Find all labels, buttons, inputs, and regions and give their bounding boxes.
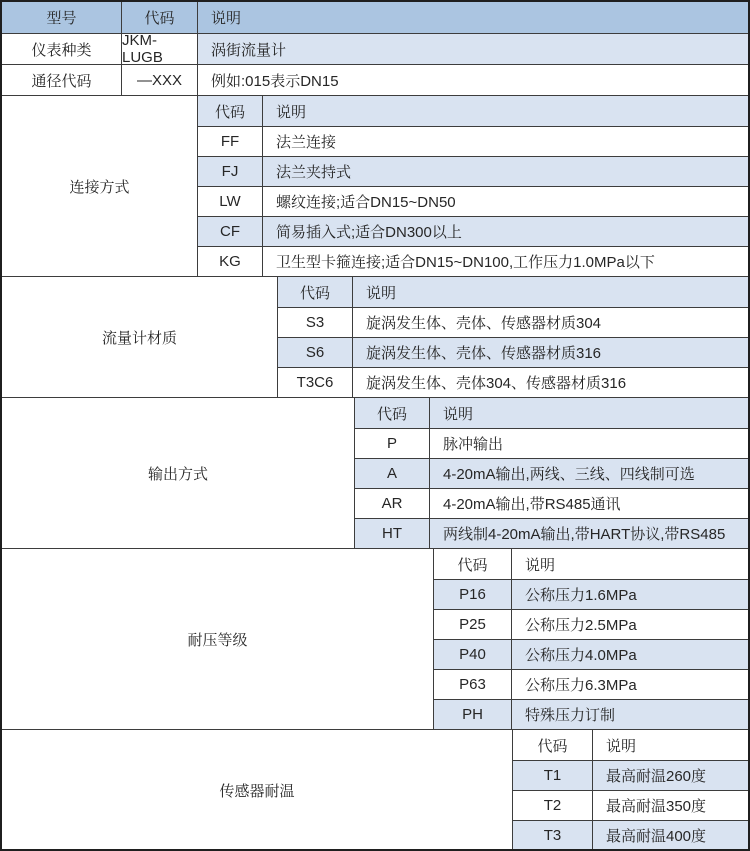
- row-code: —XXX: [122, 65, 198, 95]
- subheader-desc: 说明: [443, 405, 474, 423]
- subtable-header-row: [355, 398, 748, 428]
- row-desc: 法兰夹持式: [276, 164, 352, 181]
- section-subtable: [434, 549, 748, 729]
- row-code: HT: [355, 519, 430, 548]
- header-cell-code: 代码: [122, 2, 198, 33]
- row-code: P63: [434, 670, 512, 699]
- row-label: 仪表种类: [2, 34, 122, 64]
- row-desc: 卫生型卡箍连接;适合DN15~DN100,工作压力1.0MPa以下: [276, 254, 655, 271]
- row-code: T1: [513, 761, 593, 790]
- row-label: 通径代码: [2, 65, 122, 95]
- table-row: [355, 518, 748, 548]
- row-code: CF: [198, 217, 263, 246]
- table-row-diameter-code: [2, 64, 748, 95]
- table-row: [278, 337, 748, 367]
- section-meter-material: [2, 276, 748, 397]
- row-code: JKM-LUGB: [122, 34, 198, 64]
- subheader-desc: 说明: [606, 737, 637, 755]
- table-row: [198, 246, 748, 276]
- row-desc: 最高耐温260度: [606, 768, 707, 785]
- row-code: PH: [434, 700, 512, 729]
- section-subtable: [198, 96, 748, 276]
- section-label: 输出方式: [2, 398, 355, 548]
- section-sensor-temperature: [2, 729, 748, 850]
- row-desc: 两线制4-20mA输出,带HART协议,带RS485: [443, 526, 726, 543]
- row-code: FJ: [198, 157, 263, 186]
- row-desc: 特殊压力订制: [525, 707, 616, 724]
- header-cell-desc: 说明: [211, 10, 242, 27]
- table-row: [198, 126, 748, 156]
- row-desc: 4-20mA输出,带RS485通讯: [443, 496, 621, 513]
- row-desc: 最高耐温350度: [606, 798, 707, 815]
- row-code: S3: [278, 308, 353, 337]
- row-code: P40: [434, 640, 512, 669]
- subtable-header-row: [513, 730, 748, 760]
- table-row: [198, 216, 748, 246]
- row-code: P: [355, 429, 430, 458]
- subtable-header-row: [278, 277, 748, 307]
- table-row: [434, 609, 748, 639]
- row-code: P16: [434, 580, 512, 609]
- header-cell-model: 型号: [2, 2, 122, 33]
- table-row: [278, 307, 748, 337]
- row-desc: 例如:015表示DN15: [211, 72, 339, 90]
- row-desc: 4-20mA输出,两线、三线、四线制可选: [443, 466, 695, 483]
- subtable-header-row: [434, 549, 748, 579]
- row-code: P25: [434, 610, 512, 639]
- section-label: 流量计材质: [2, 277, 278, 397]
- table-row: [513, 760, 748, 790]
- row-desc: 旋涡发生体、壳体、传感器材质304: [366, 315, 602, 332]
- subheader-desc: 说明: [276, 103, 307, 121]
- section-label: 耐压等级: [2, 549, 434, 729]
- table-row: [355, 488, 748, 518]
- row-code: S6: [278, 338, 353, 367]
- section-label: 传感器耐温: [2, 730, 513, 850]
- table-row: [355, 458, 748, 488]
- row-code: T2: [513, 791, 593, 820]
- table-row: [278, 367, 748, 397]
- row-code: T3: [513, 821, 593, 850]
- subheader-code: 代码: [198, 96, 263, 126]
- table-row: [434, 669, 748, 699]
- table-header-row: [2, 2, 748, 33]
- row-desc: 公称压力2.5MPa: [525, 617, 637, 634]
- row-desc: 最高耐温400度: [606, 828, 707, 845]
- section-subtable: [278, 277, 748, 397]
- row-code: KG: [198, 247, 263, 276]
- row-desc: 法兰连接: [276, 134, 337, 151]
- table-row-instrument-type: [2, 33, 748, 64]
- table-row: [198, 186, 748, 216]
- table-row: [198, 156, 748, 186]
- subheader-code: 代码: [355, 398, 430, 428]
- table-row: [513, 820, 748, 850]
- row-desc: 公称压力4.0MPa: [525, 647, 637, 664]
- row-desc: 脉冲输出: [443, 436, 504, 453]
- subtable-header-row: [198, 96, 748, 126]
- section-subtable: [355, 398, 748, 548]
- section-output-mode: [2, 397, 748, 548]
- subheader-desc: 说明: [366, 284, 397, 302]
- section-label: 连接方式: [2, 96, 198, 276]
- row-desc: 旋涡发生体、壳体、传感器材质316: [366, 345, 602, 362]
- row-desc: 涡街流量计: [198, 34, 748, 64]
- row-desc: 公称压力1.6MPa: [525, 587, 637, 604]
- table-row: [513, 790, 748, 820]
- row-code: LW: [198, 187, 263, 216]
- subheader-code: 代码: [513, 730, 593, 760]
- row-code: FF: [198, 127, 263, 156]
- section-connection-type: [2, 95, 748, 276]
- section-subtable: [513, 730, 748, 850]
- row-desc: 简易插入式;适合DN300以上: [276, 224, 462, 241]
- subheader-code: 代码: [278, 277, 353, 307]
- row-desc: 公称压力6.3MPa: [525, 677, 637, 694]
- row-code: T3C6: [278, 368, 353, 397]
- table-row: [355, 428, 748, 458]
- table-row: [434, 639, 748, 669]
- row-desc: 螺纹连接;适合DN15~DN50: [276, 194, 456, 211]
- subheader-desc: 说明: [525, 556, 556, 574]
- table-row: [434, 699, 748, 729]
- row-code: A: [355, 459, 430, 488]
- subheader-code: 代码: [434, 549, 512, 579]
- section-pressure-rating: [2, 548, 748, 729]
- row-desc: 旋涡发生体、壳体304、传感器材质316: [366, 375, 627, 392]
- row-code: AR: [355, 489, 430, 518]
- table-row: [434, 579, 748, 609]
